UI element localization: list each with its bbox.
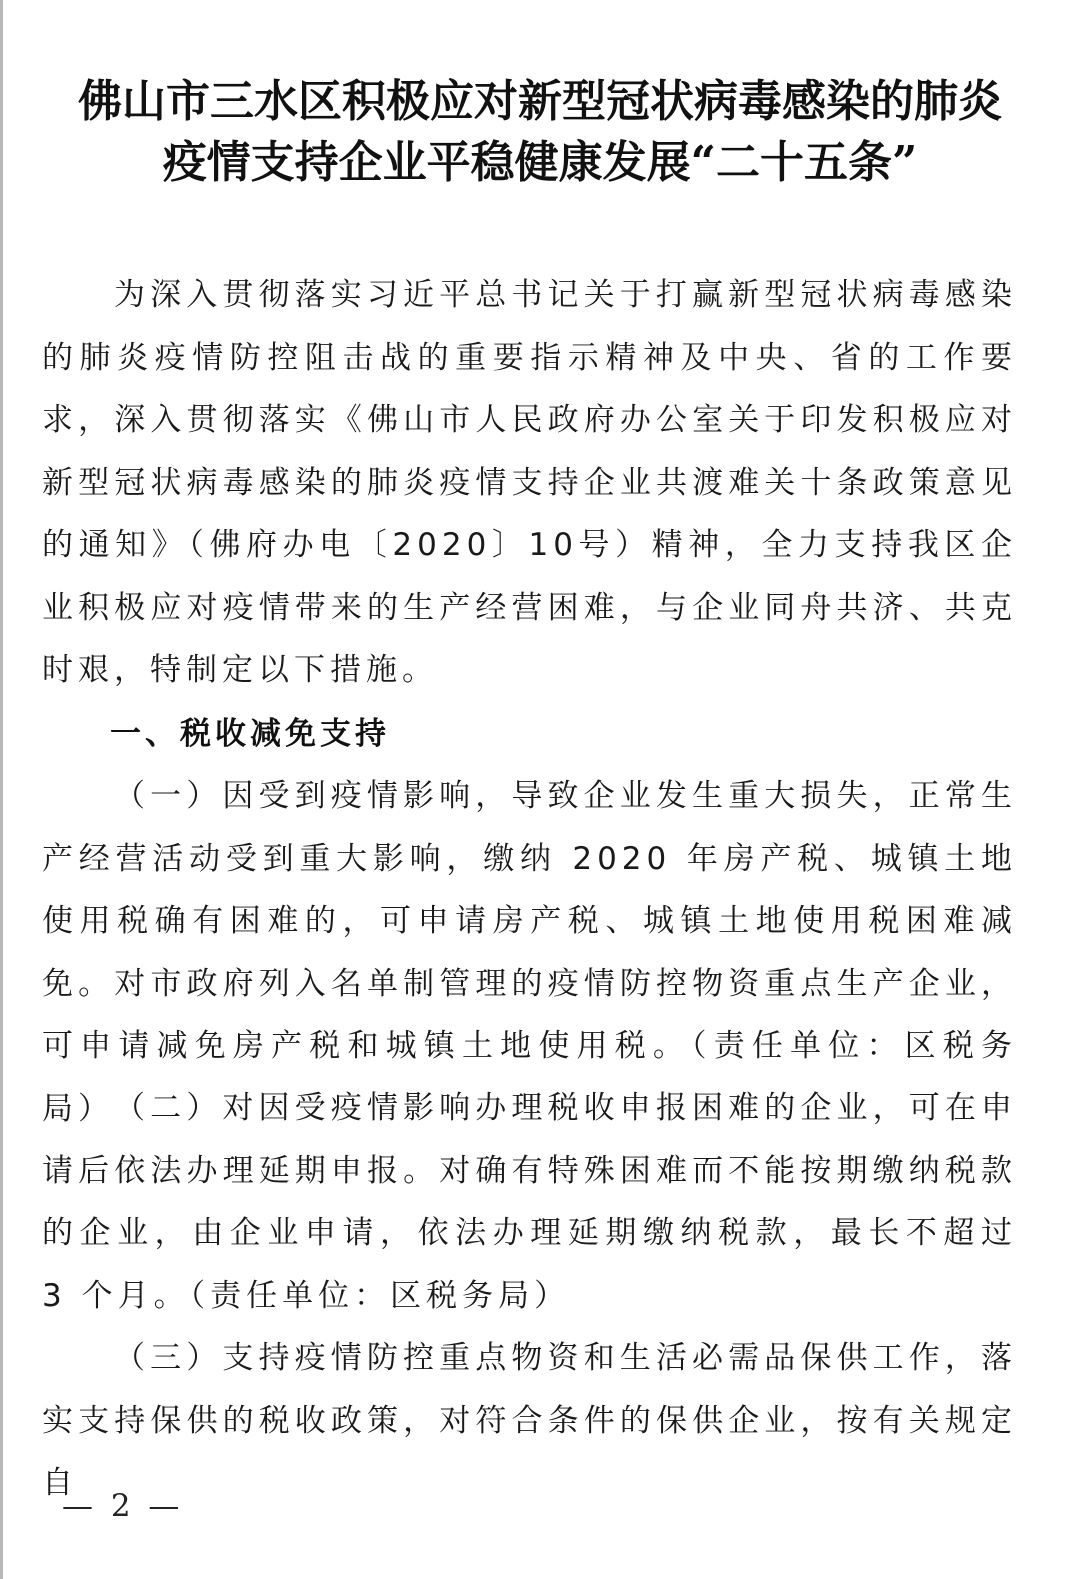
policy-item-3: （三）支持疫情防控重点物资和生活必需品保供工作，落实支持保供的税收政策，对符合条件的保供企业，按有关规定自 bbox=[42, 1340, 1017, 1501]
policy-item-1: （一）因受到疫情影响，导致企业发生重大损失，正常生产经营活动受到重大影响，缴纳 2020 年房产税、城镇土地使用税确有困难的，可申请房产税、城镇土地使用税困难减免。对市政府列入名单制管理的疫情防控物资重点生产企业，可申请减免房产税和城镇土地使用税。（责任单位：区税务局） bbox=[42, 778, 1017, 1127]
policy-item-2: （二）对因受疫情影响办理税收申报困难的企业，可在申请后依法办理延期申报。对确有特殊困难而不能按期缴纳税款的企业，由企业申请，依法办理延期缴纳税款，最长不超过 3 个月。（责任单位：区税务局） bbox=[42, 1090, 1017, 1314]
page-edge bbox=[0, 0, 3, 1579]
section-heading-tax-relief: 一、税收减免支持 bbox=[110, 716, 390, 752]
document-title-line-1: 佛山市三水区积极应对新型冠状病毒感染的肺炎 bbox=[78, 76, 1002, 127]
document-title-line-2: 疫情支持企业平稳健康发展“二十五条” bbox=[162, 137, 918, 188]
page-number: — 2 — bbox=[62, 1488, 184, 1524]
intro-paragraph: 为深入贯彻落实习近平总书记关于打赢新型冠状病毒感染的肺炎疫情防控阻击战的重要指示精神及中央、省的工作要求，深入贯彻落实《佛山市人民政府办公室关于印发积极应对新型冠状病毒感染的肺炎疫情支持企业共渡难关十条政策意见的通知》（佛府办电〔2020〕10号）精神，全力支持我区企业积极应对疫情带来的生产经营困难，与企业同舟共济、共克时艰，特制定以下措施。 bbox=[42, 277, 1017, 688]
